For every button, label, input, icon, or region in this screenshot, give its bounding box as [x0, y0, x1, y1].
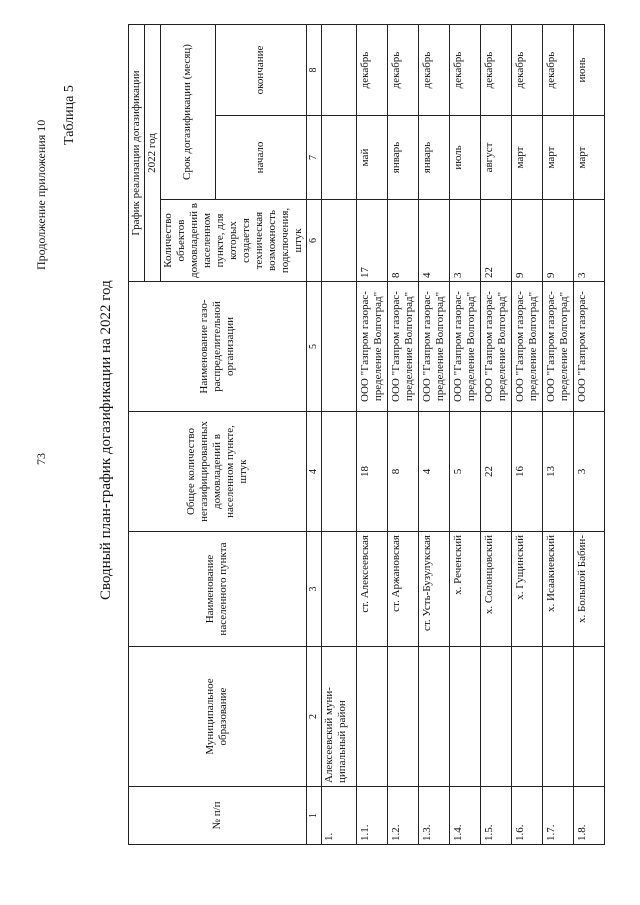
object-count: 9: [511, 200, 542, 282]
row-number: 1.2.: [387, 787, 418, 845]
appendix-continuation-note: Продолжение приложения 10: [34, 119, 48, 270]
settlement-name: х. Реченский: [449, 532, 480, 647]
row-number: 1.: [321, 787, 356, 845]
settlement-name: х. Большой Бабин-: [573, 532, 604, 647]
header-year: 2022 год: [145, 25, 161, 282]
object-count: 8: [387, 200, 418, 282]
row-number: 1.6.: [511, 787, 542, 845]
start-month: март: [511, 116, 542, 200]
table-row: [387, 25, 418, 845]
start-month: май: [356, 116, 387, 200]
gas-org-name: ООО "Газпром газорас-пределение Волгоград": [387, 282, 418, 412]
end-month: декабрь: [449, 25, 480, 116]
row-number: 1.1.: [356, 787, 387, 845]
table-row: [480, 25, 511, 845]
total-households: 5: [449, 412, 480, 532]
total-households: 8: [387, 412, 418, 532]
column-number-row: [306, 25, 321, 845]
total-households: 3: [573, 412, 604, 532]
gas-org-name: ООО "Газпром газорас-пределение Волгоград": [542, 282, 573, 412]
start-month: январь: [387, 116, 418, 200]
start-month: июль: [449, 116, 480, 200]
column-number: 1: [306, 787, 321, 845]
header-start: начало: [215, 116, 306, 200]
table-row: [511, 25, 542, 845]
start-month: март: [573, 116, 604, 200]
header-municipality: Муниципальное образование: [129, 647, 307, 787]
settlement-name: ст. Алексеевская: [356, 532, 387, 647]
row-number: 1.3.: [418, 787, 449, 845]
row-number: 1.4.: [449, 787, 480, 845]
start-month: август: [480, 116, 511, 200]
document-title: Сводный план-график догазификации на 2022 год: [98, 280, 114, 600]
table-label: Таблица 5: [62, 85, 77, 145]
table-row: [542, 25, 573, 845]
object-count: 3: [449, 200, 480, 282]
municipality-row: [321, 25, 356, 845]
settlement-name: ст. Усть-Бузулукская: [418, 532, 449, 647]
page-number: 73: [34, 453, 48, 465]
column-number: 5: [306, 282, 321, 412]
gas-org-name: ООО "Газпром газорас-пределение Волгоград": [511, 282, 542, 412]
object-count: 4: [418, 200, 449, 282]
settlement-name: ст. Аржановская: [387, 532, 418, 647]
settlement-name: х. Гущинский: [511, 532, 542, 647]
table-row: [356, 25, 387, 845]
settlement-name: х. Солонцовский: [480, 532, 511, 647]
row-number: 1.5.: [480, 787, 511, 845]
gas-org-name: ООО "Газпром газорас-пределение Волгоград": [480, 282, 511, 412]
header-num: № п/п: [129, 787, 307, 845]
settlement-name: х. Исаакиевский: [542, 532, 573, 647]
column-number: 8: [306, 25, 321, 116]
header-object-count: Количество объектов домовладений в населенном пункте, для которых создается техническая возможность подключения, штук: [160, 200, 306, 282]
column-number: 2: [306, 647, 321, 787]
object-count: 9: [542, 200, 573, 282]
header-term: Срок догазификации (месяц): [160, 25, 215, 200]
header-schedule-group: График реализации догазификации: [129, 25, 145, 282]
total-households: 13: [542, 412, 573, 532]
end-month: декабрь: [511, 25, 542, 116]
object-count: 22: [480, 200, 511, 282]
table-row: [449, 25, 480, 845]
total-households: 16: [511, 412, 542, 532]
end-month: декабрь: [356, 25, 387, 116]
column-number: 7: [306, 116, 321, 200]
gasification-schedule-table: [128, 24, 605, 845]
start-month: январь: [418, 116, 449, 200]
header-gas-org: Наименование газо-распределительной организации: [129, 282, 307, 412]
gas-org-name: ООО "Газпром газорас-пределение Волгоград": [449, 282, 480, 412]
object-count: 3: [573, 200, 604, 282]
row-number: 1.8.: [573, 787, 604, 845]
gas-org-name: ООО "Газпром газорас-: [573, 282, 604, 412]
column-number: 6: [306, 200, 321, 282]
end-month: июнь: [573, 25, 604, 116]
column-number: 4: [306, 412, 321, 532]
municipality-name: Алексеевский муни-ципальный район: [321, 647, 356, 787]
total-households: 4: [418, 412, 449, 532]
column-number: 3: [306, 532, 321, 647]
object-count: 17: [356, 200, 387, 282]
gas-org-name: ООО "Газпром газорас-пределение Волгоград": [418, 282, 449, 412]
end-month: декабрь: [387, 25, 418, 116]
header-end: окончание: [215, 25, 306, 116]
header-settlement: Наименование населенного пункта: [129, 532, 307, 647]
end-month: декабрь: [480, 25, 511, 116]
table-row: [418, 25, 449, 845]
total-households: 18: [356, 412, 387, 532]
row-number: 1.7.: [542, 787, 573, 845]
start-month: март: [542, 116, 573, 200]
end-month: декабрь: [418, 25, 449, 116]
total-households: 22: [480, 412, 511, 532]
gas-org-name: ООО "Газпром газорас-пределение Волгоград": [356, 282, 387, 412]
table-row: [573, 25, 604, 845]
header-total-households: Общее количество негазифицированных домовладений в населенном пункте, штук: [129, 412, 307, 532]
end-month: декабрь: [542, 25, 573, 116]
